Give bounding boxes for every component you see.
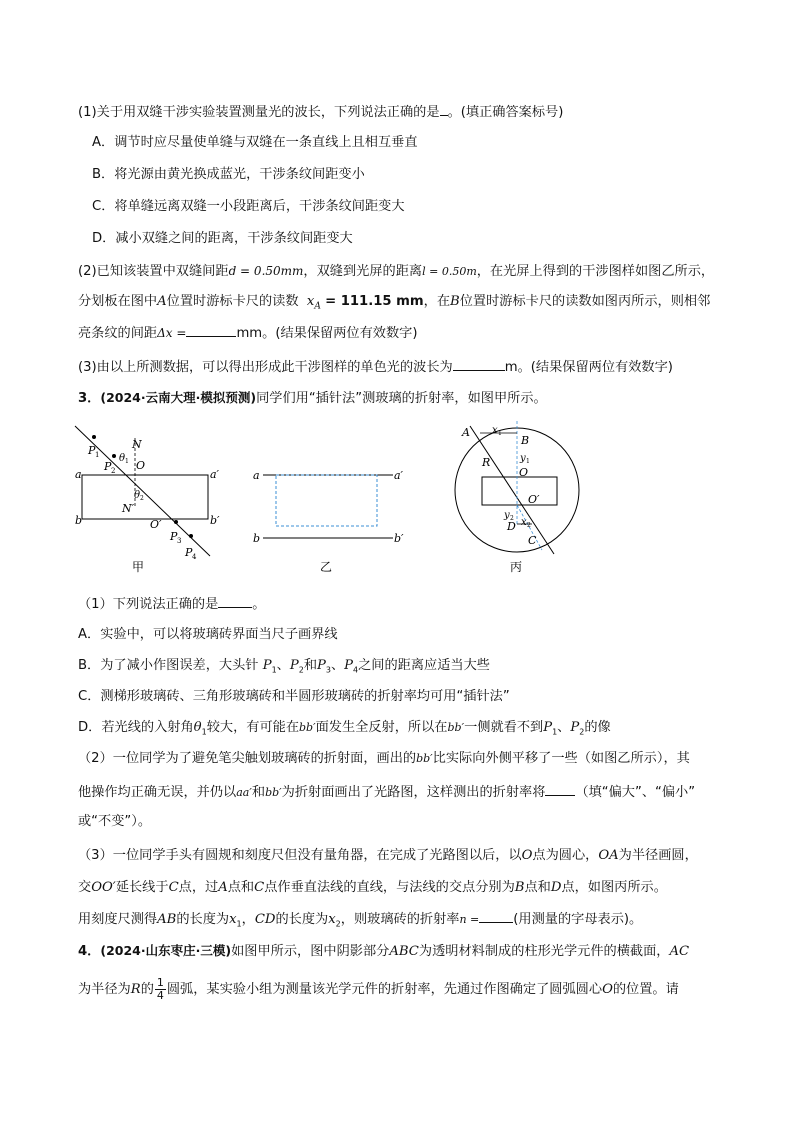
fraction-quarter: $\frac{1}{4}$ xyxy=(156,975,164,1002)
svg-text:C: C xyxy=(528,534,537,547)
svg-text:a: a xyxy=(253,469,260,482)
figure-bing xyxy=(452,416,582,586)
svg-text:O: O xyxy=(519,466,529,479)
svg-text:θ: θ xyxy=(134,490,141,501)
p3-option-b: B．为了减小作图误差，大头针 $P_1$、$P_2$和$P_3$、$P_4$之间的距离应适当大些 xyxy=(78,658,490,675)
svg-text:D: D xyxy=(507,520,516,533)
q3-question: (3)由以上所测数据，可以得出形成此干涉图样的单色光的波长为 m。(结果保留两位有效数字) xyxy=(78,356,673,378)
svg-text:2: 2 xyxy=(527,522,531,529)
problem-4-line-2: 为半径为R的 $\frac{1}{4}$ 圆弧，某实验小组为测量该光学元件的折射率，先通过作图确定了圆弧圆心O的位置。请 xyxy=(78,975,679,1002)
caption-yi: 乙 xyxy=(320,560,333,574)
problem-4-title: 4．(2024·山东枣庄·三模)如图甲所示，图中阴影部分ABC为透明材料制成的柱形光学元件的横截面，AC xyxy=(78,943,690,959)
q2-line-3: 亮条纹的间距Δx = mm。(结果保留两位有效数字) xyxy=(78,322,417,344)
svg-text:R: R xyxy=(482,456,491,469)
problem-3-title: 3．(2024·云南大理·模拟预测)同学们用“插针法”测玻璃的折射率，如图甲所示。 xyxy=(78,390,547,406)
svg-text:θ: θ xyxy=(119,453,126,464)
svg-text:1: 1 xyxy=(95,451,100,459)
answer-blank[interactable] xyxy=(453,356,505,371)
svg-text:1: 1 xyxy=(526,458,530,465)
svg-text:2: 2 xyxy=(111,467,116,475)
svg-text:N: N xyxy=(132,438,142,451)
answer-blank[interactable] xyxy=(218,593,252,608)
svg-text:P: P xyxy=(170,530,178,543)
q1-option-c: C．将单缝远离双缝一小段距离后，干涉条纹间距变大 xyxy=(92,199,405,214)
p3-option-c: C．测梯形玻璃砖、三角形玻璃砖和半圆形玻璃砖的折射率均可用“插针法” xyxy=(78,689,510,704)
svg-text:a′: a′ xyxy=(210,468,220,481)
svg-text:y: y xyxy=(520,453,526,464)
svg-text:O′: O′ xyxy=(150,518,162,531)
p3-q2-line-3: 或“不变”）。 xyxy=(78,814,152,829)
svg-text:N′: N′ xyxy=(122,502,135,515)
svg-text:b′: b′ xyxy=(210,514,220,527)
q1-option-b: B．将光源由黄光换成蓝光，干涉条纹间距变小 xyxy=(92,167,365,182)
svg-text:P: P xyxy=(185,546,193,559)
answer-blank[interactable] xyxy=(545,781,575,796)
svg-text:A: A xyxy=(462,426,470,439)
caption-bing: 丙 xyxy=(510,560,523,574)
glass-block xyxy=(82,475,208,519)
p3-q2-line-1: （2）一位同学为了避免笔尖触划玻璃砖的折射面，画出的bb′比实际向外侧平移了一些（如图乙所示），其 xyxy=(78,751,690,766)
p3-q1: （1）下列说法正确的是 。 xyxy=(78,593,265,615)
svg-text:b′: b′ xyxy=(394,532,404,545)
svg-text:a: a xyxy=(75,468,82,481)
p3-q3-line-3: 用刻度尺测得AB的长度为$x_1$，CD的长度为$x_2$，则玻璃砖的折射率n = (用测量的字母表示)。 xyxy=(78,908,642,935)
glass-block-dashed xyxy=(276,475,377,526)
svg-text:P: P xyxy=(104,460,112,473)
svg-text:b: b xyxy=(253,532,261,545)
p3-q3-line-1: （3）一位同学手头有圆规和刻度尺但没有量角器，在完成了光路图以后，以O点为圆心，OA为半径画圆， xyxy=(78,848,698,863)
q2-line-2: 分划板在图中A位置时游标卡尺的读数 $x_A = 111.15$ mm，在B位置时游标卡尺的读数如图丙所示，则相邻 xyxy=(78,294,711,312)
answer-blank[interactable] xyxy=(440,101,448,116)
p3-q3-line-2: 交OO′延长线于C点，过A点和C点作垂直法线的直线，与法线的交点分别为B点和D点，如图丙所示。 xyxy=(78,880,667,895)
svg-text:2: 2 xyxy=(510,515,514,522)
svg-text:O: O xyxy=(136,459,146,472)
svg-text:B: B xyxy=(521,434,530,447)
q1-question: (1)关于用双缝干涉实验装置测量光的波长，下列说法正确的是 。(填正确答案标号) xyxy=(78,101,563,123)
svg-text:x: x xyxy=(521,517,527,528)
q1-option-d: D．减小双缝之间的距离，干涉条纹间距变大 xyxy=(92,231,353,246)
svg-text:P: P xyxy=(88,444,96,457)
svg-text:4: 4 xyxy=(192,553,197,561)
ray xyxy=(470,426,554,554)
svg-text:y: y xyxy=(504,510,510,521)
svg-text:1: 1 xyxy=(125,458,129,465)
svg-text:3: 3 xyxy=(177,537,182,545)
svg-text:x: x xyxy=(492,425,498,436)
answer-blank[interactable] xyxy=(186,322,236,337)
svg-text:a′: a′ xyxy=(394,469,404,482)
answer-blank[interactable] xyxy=(479,908,513,923)
q2-line-1: (2)已知该装置中双缝间距d = 0.50mm，双缝到光屏的距离l = 0.50m，在光屏上得到的干涉图样如图乙所示， xyxy=(78,264,715,279)
svg-text:2: 2 xyxy=(140,495,144,502)
figure-jia xyxy=(70,416,220,586)
svg-text:b: b xyxy=(75,514,83,527)
caption-jia: 甲 xyxy=(132,560,145,574)
p3-option-d: D．若光线的入射角$\theta_1$较大，有可能在bb′面发生全反射，所以在bb′一侧就看不到$P_1$、$P_2$的像 xyxy=(78,720,611,737)
p3-q2-line-2: 他操作均正确无误，并仍以aa′和bb′为折射面画出了光路图，这样测出的折射率将 （填“偏大”、“偏小” xyxy=(78,781,695,803)
svg-text:O′: O′ xyxy=(528,493,540,506)
q1-option-a: A．调节时应尽量使单缝与双缝在一条直线上且相互垂直 xyxy=(92,135,418,150)
p3-option-a: A．实验中，可以将玻璃砖界面当尺子画界线 xyxy=(78,627,338,642)
svg-text:1: 1 xyxy=(498,430,502,437)
figure-yi xyxy=(248,416,408,586)
